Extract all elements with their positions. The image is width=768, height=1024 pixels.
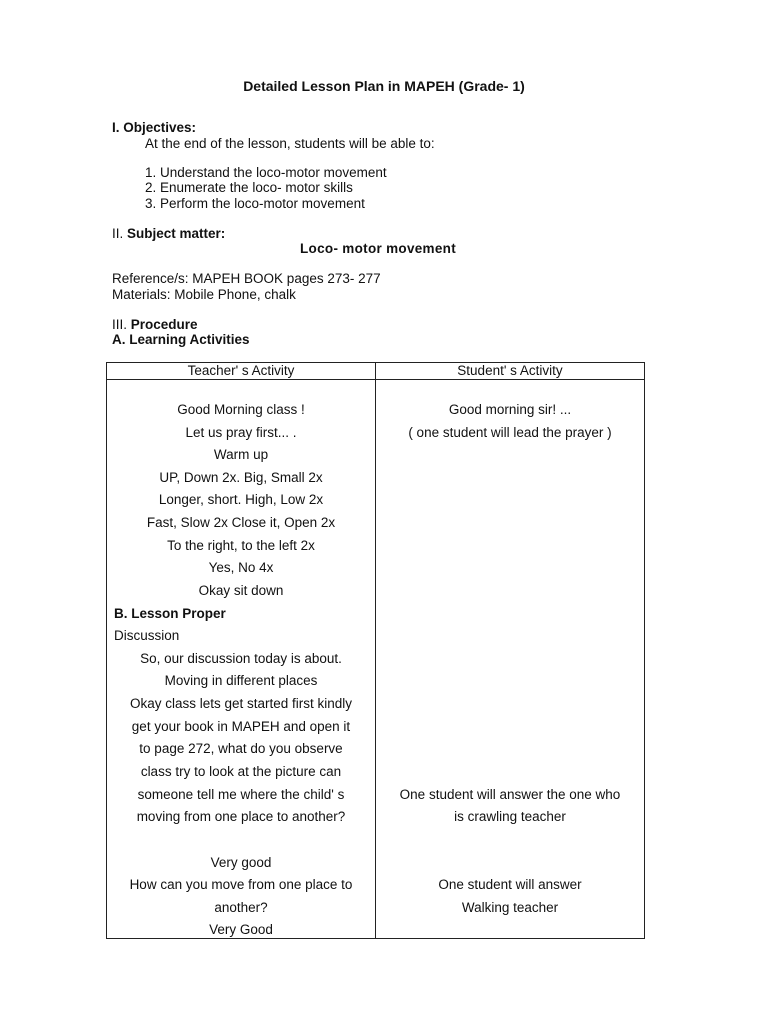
teacher-activity-cell [107, 380, 376, 939]
teacher-line: Okay class lets get started first kindly [129, 696, 353, 711]
procedure-numeral: III. [112, 317, 128, 332]
teacher-line: Very good [210, 855, 272, 870]
teacher-line: class try to look at the picture can [140, 764, 342, 779]
learning-activities-heading: A. Learning Activities [112, 332, 250, 347]
objectives-heading: I. Objectives: [112, 120, 197, 135]
subject-matter-heading [112, 226, 225, 242]
student-line: One student will answer [438, 877, 582, 892]
teacher-line: So, our discussion today is about. [140, 651, 342, 666]
student-line: is crawling teacher [454, 809, 566, 824]
teacher-line: Good Morning class ! [177, 402, 305, 417]
table-header-row [107, 363, 645, 380]
teacher-line: UP, Down 2x. Big, Small 2x [159, 470, 323, 485]
materials-line: Materials: Mobile Phone, chalk [112, 287, 296, 302]
student-line: ( one student will lead the prayer ) [408, 425, 612, 440]
student-line: One student will answer the one who [399, 787, 621, 802]
subject-matter-numeral: II. [112, 226, 124, 241]
teacher-line: to page 272, what do you observe [139, 741, 343, 756]
lesson-proper-heading: B. Lesson Proper [114, 606, 226, 621]
teacher-line: Longer, short. High, Low 2x [158, 492, 324, 507]
teacher-line: Moving in different places [164, 673, 318, 688]
teacher-line: Okay sit down [198, 583, 284, 598]
objectives-intro: At the end of the lesson, students will be able to: [145, 136, 435, 151]
objective-item: 1. Understand the loco-motor movement [145, 165, 387, 180]
teacher-line: Yes, No 4x [208, 560, 274, 575]
teacher-line: How can you move from one place to [129, 877, 353, 892]
teacher-line: To the right, to the left 2x [167, 538, 315, 553]
teacher-line: moving from one place to another? [136, 809, 346, 824]
document-title: Detailed Lesson Plan in MAPEH (Grade- 1) [243, 78, 525, 94]
objective-item: 3. Perform the loco-motor movement [145, 196, 365, 211]
reference-line: Reference/s: MAPEH BOOK pages 273- 277 [112, 271, 381, 286]
procedure-label: Procedure [130, 317, 198, 332]
teacher-line: Warm up [213, 447, 269, 462]
teacher-line: another? [214, 900, 268, 915]
procedure-heading [112, 317, 198, 333]
learning-activities-table [106, 362, 645, 939]
student-line: Good morning sir! ... [448, 402, 572, 417]
teacher-line: someone tell me where the child' s [137, 787, 345, 802]
discussion-label: Discussion [114, 628, 180, 643]
teacher-line: Let us pray first... . [185, 425, 297, 440]
teacher-line: Very Good [209, 922, 273, 937]
subject-topic: Loco- motor movement [300, 241, 457, 256]
teacher-line: get your book in MAPEH and open it [131, 719, 351, 734]
teacher-line: Fast, Slow 2x Close it, Open 2x [146, 515, 336, 530]
teacher-activity-header: Teacher' s Activity [107, 363, 376, 380]
subject-matter-label: Subject matter: [127, 226, 226, 241]
student-activity-header: Student' s Activity [376, 363, 645, 380]
objective-item: 2. Enumerate the loco- motor skills [145, 180, 353, 195]
student-line: Walking teacher [461, 900, 559, 915]
student-activity-cell [376, 380, 645, 939]
table-row [107, 380, 645, 939]
